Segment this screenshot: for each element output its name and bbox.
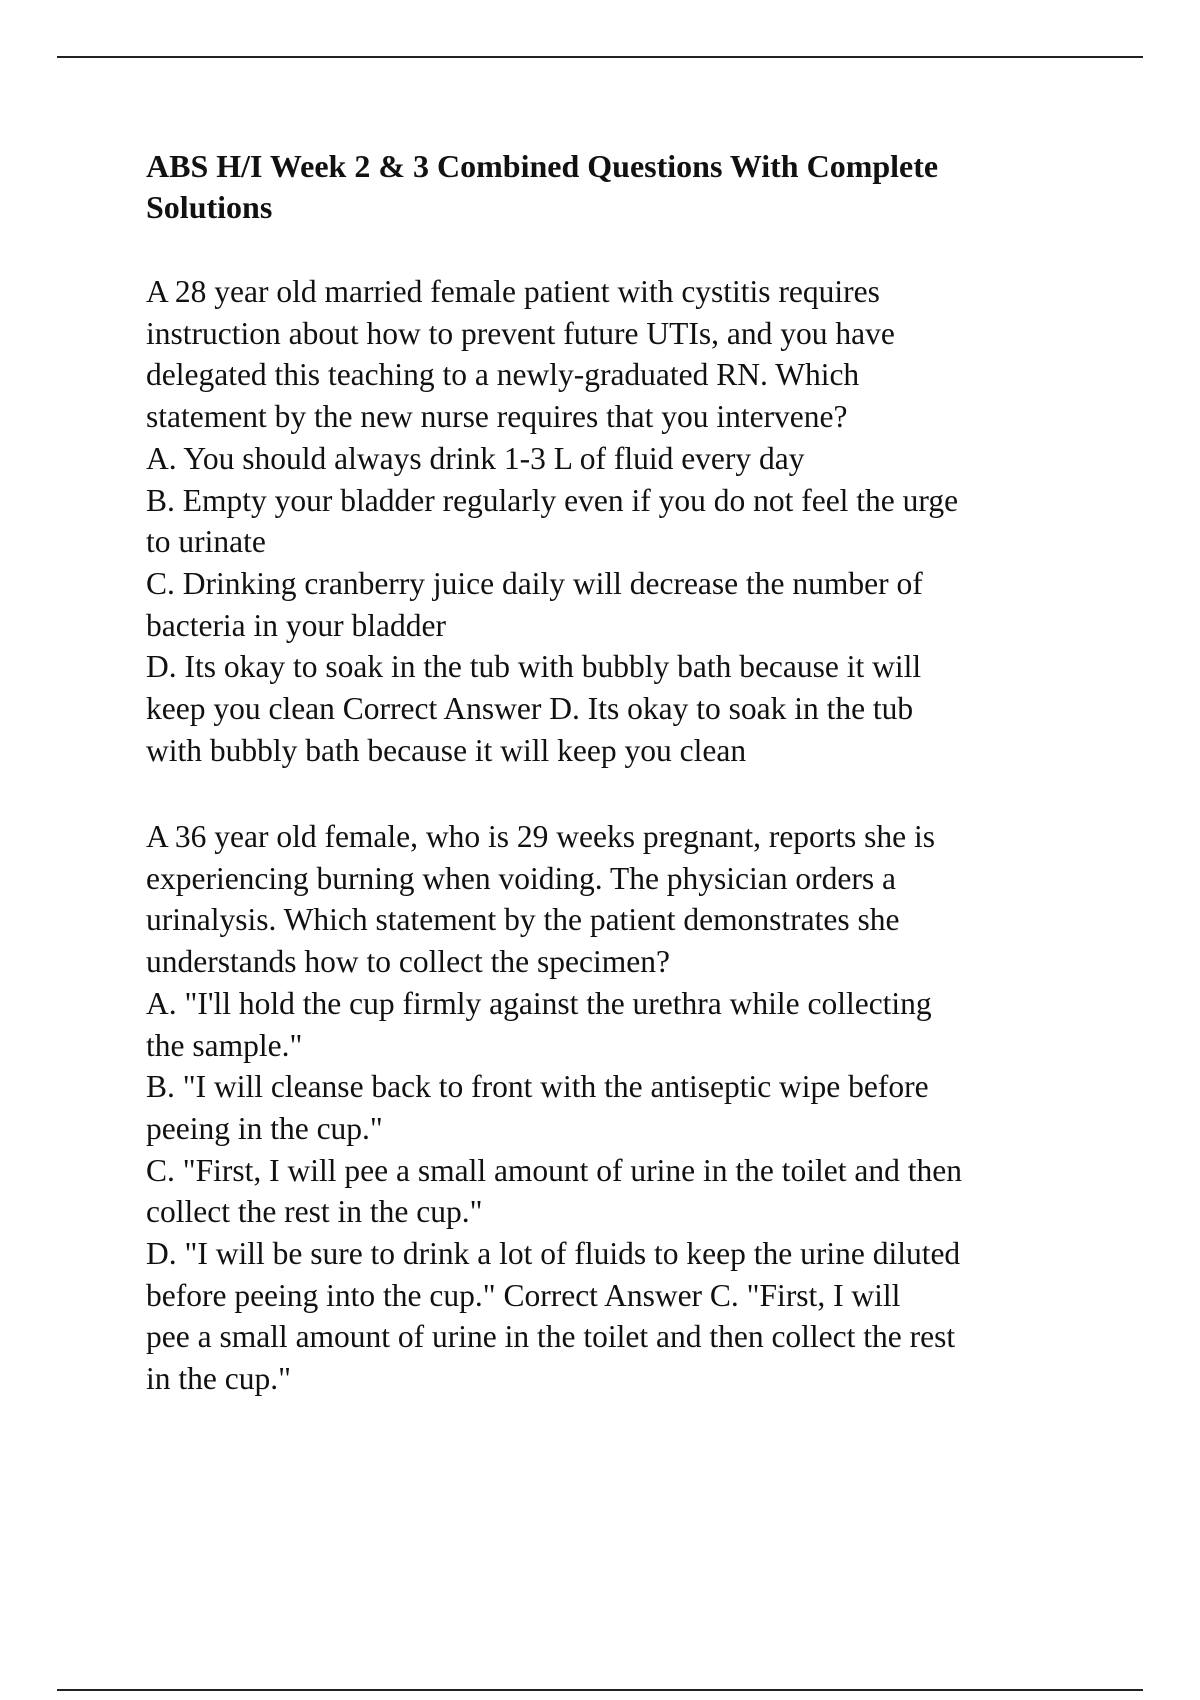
question-text-line: keep you clean Correct Answer D. Its okay to soak in the tub — [146, 691, 914, 727]
question-1 — [146, 271, 958, 771]
question-text-line: C. "First, I will pee a small amount of urine in the toilet and then — [146, 1152, 962, 1188]
question-text-line: before peeing into the cup." Correct Answer C. "First, I will — [146, 1277, 901, 1313]
question-text-line: experiencing burning when voiding. The physician orders a — [146, 860, 896, 896]
question-text-line: C. Drinking cranberry juice daily will decrease the number of — [146, 565, 923, 601]
question-text-line: collect the rest in the cup." — [146, 1194, 483, 1230]
title-line: ABS H/I Week 2 & 3 Combined Questions With Complete — [146, 148, 939, 184]
question-text-line: urinalysis. Which statement by the patient demonstrates she — [146, 902, 900, 938]
question-text-line: A. You should always drink 1-3 L of fluid every day — [146, 440, 805, 476]
title-line: Solutions — [146, 189, 273, 225]
question-text-line: A. "I'll hold the cup firmly against the urethra while collecting — [146, 985, 932, 1021]
question-text-line: in the cup." — [146, 1361, 291, 1397]
question-text-line: B. Empty your bladder regularly even if you do not feel the urge — [146, 482, 959, 518]
question-text-line: A 36 year old female, who is 29 weeks pregnant, reports she is — [146, 819, 936, 854]
question-text-line: A 28 year old married female patient with cystitis requires — [146, 274, 880, 309]
question-text-line: the sample." — [146, 1027, 303, 1063]
question-2 — [146, 816, 962, 1400]
question-text-line: pee a small amount of urine in the toilet and then collect the rest — [146, 1319, 956, 1355]
document-title — [146, 146, 938, 228]
question-text-line: instruction about how to prevent future UTIs, and you have — [146, 315, 895, 351]
question-text-line: statement by the new nurse requires that you intervene? — [146, 399, 848, 435]
question-text-line: delegated this teaching to a newly-graduated RN. Which — [146, 357, 860, 393]
question-text-line: peeing in the cup." — [146, 1110, 383, 1146]
question-text-line: with bubbly bath because it will keep you clean — [146, 732, 747, 768]
question-text-line: to urinate — [146, 524, 266, 560]
question-text-line: understands how to collect the specimen? — [146, 944, 670, 980]
footer-rule — [57, 1689, 1143, 1691]
header-rule — [57, 56, 1143, 58]
question-text-line: D. Its okay to soak in the tub with bubbly bath because it will — [146, 649, 922, 685]
question-text-line: D. "I will be sure to drink a lot of fluids to keep the urine diluted — [146, 1236, 961, 1272]
question-text-line: bacteria in your bladder — [146, 607, 446, 643]
question-text-line: B. "I will cleanse back to front with the antiseptic wipe before — [146, 1069, 929, 1105]
